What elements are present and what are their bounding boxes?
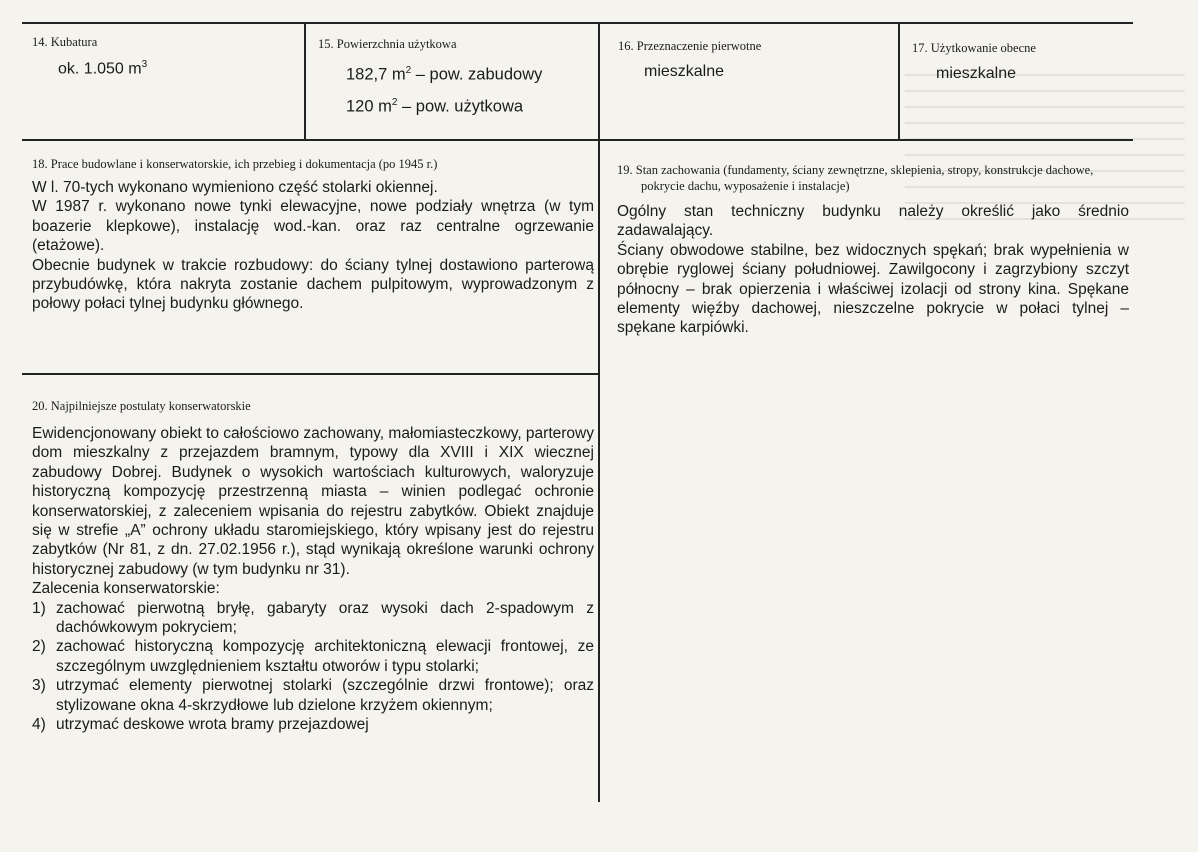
field-16-label: 16. Przeznaczenie pierwotne xyxy=(618,39,762,53)
field-17-label: 17. Użytkowanie obecne xyxy=(912,41,1036,55)
divider-center xyxy=(598,22,600,802)
field-20-intro: Ewidencjonowany obiekt to całościowo zachowany, małomiasteczkowy, parterowy dom mieszkalny z przejazdem bramnym, typowy dla XVIII i XIX wiecznej zabudowy Dobrej. Budynek o wysokich wartościach kulturowych, waloryzuje historyczną kompozycję przestrzenną miasta – winien podlegać ochronie konserwatorskiej, z zaleceniem wpisania do rejestru zabytków. Obiekt znajduje się w strefie „A” ochrony układu staromiejskiego, który wpisany jest do rejestru zabytków (Nr 81, z dn. 27.02.1956 r.), stąd wynikają określone warunki ochrony historycznej zabudowy (w tym budynku nr 31). xyxy=(32,425,594,578)
row2-bottom-border xyxy=(22,373,598,375)
field-18-text xyxy=(32,178,594,314)
field-14-label: 14. Kubatura xyxy=(32,35,98,49)
field-14-value: ok. 1.050 $m^3$ xyxy=(58,59,148,78)
field-17-value: mieszkalne xyxy=(936,65,1017,82)
recommendations-list xyxy=(32,599,594,735)
field-18-paragraph: Obecnie budynek w trakcie rozbudowy: do ściany tylnej dostawiono parterową przybudówkę, która nakryta zostanie dachem pulpitowym, wyprowadzonym z połowy połaci tylnej budynku głównego. xyxy=(32,256,594,313)
field-20-label: 20. Najpilniejsze postulaty konserwatorskie xyxy=(32,399,251,413)
divider-16-17 xyxy=(898,22,900,140)
recommendation-item: 2) zachować historyczną kompozycję architektoniczną elewacji frontowej, ze szczególnym uwzględnieniem kształtu otworów i typu stolarki; xyxy=(32,638,594,675)
field-19-label: 19. Stan zachowania (fundamenty, ściany zewnętrzne, sklepienia, stropy, konstrukcje dachowe, pokrycie dachu, wyposażenie i instalacje) xyxy=(617,163,1094,193)
field-19-paragraph: Ściany obwodowe stabilne, bez widocznych spękań; brak wypełnienia w obrębie ryglowej ściany południowej. Zawilgocony i zagrzybiony szczyt północny – brak opierzenia i właściwej izolacji od strony kina. Spękane elementy więźby dachowej, nieszczelne pokrycie w połaci tylnej – spękane karpiówki. xyxy=(617,241,1129,337)
divider-14-15 xyxy=(304,22,306,140)
recommendation-item: 3) utrzymać elementy pierwotnej stolarki (szczególnie drzwi frontowe); oraz stylizowane okna 4-skrzydłowe lub dzielone krzyżem okiennym; xyxy=(32,677,594,714)
field-18-paragraph: W l. 70-tych wykonano wymieniono część stolarki okiennej. xyxy=(32,179,438,196)
row1-bottom-border xyxy=(22,139,1133,141)
field-15-value-uzytkowa: 120 $m^2$ – pow. użytkowa xyxy=(346,96,524,115)
top-border xyxy=(22,22,1133,24)
field-18-paragraph: W 1987 r. wykonano nowe tynki elewacyjne, nowe podziały wnętrza (w tym boazerie klepkowe), instalację wod.-kan. oraz raz centralne ogrzewanie (etażowe). xyxy=(32,198,594,255)
field-19-paragraph: Ogólny stan techniczny budynku należy określić jako średnio zadawalający. xyxy=(617,203,1129,240)
field-15-powierzchnia xyxy=(318,36,593,117)
field-18-prace xyxy=(32,156,594,314)
field-17-uzytkowanie xyxy=(912,40,1132,86)
field-20-recommendations-heading: Zalecenia konserwatorskie: xyxy=(32,580,220,598)
field-20-text xyxy=(32,424,594,735)
recommendation-item: 4) utrzymać deskowe wrota bramy przejazdowej xyxy=(32,716,369,734)
field-14-kubatura xyxy=(32,34,297,81)
field-20-postulaty xyxy=(32,398,594,735)
field-18-label: 18. Prace budowlane i konserwatorskie, ich przebieg i dokumentacja (po 1945 r.) xyxy=(32,157,438,171)
field-15-label: 15. Powierzchnia użytkowa xyxy=(318,37,457,51)
field-15-value-zabudowy: 182,7 $m^2$ – pow. zabudowy xyxy=(346,65,543,84)
field-16-przeznaczenie xyxy=(618,38,893,84)
field-19-stan-zachowania xyxy=(617,162,1129,338)
field-16-value: mieszkalne xyxy=(644,63,725,80)
recommendation-item: 1) zachować pierwotną bryłę, gabaryty oraz wysoki dach 2-spadowym z dachówkowym pokryciem; xyxy=(32,599,594,637)
field-19-text xyxy=(617,202,1129,338)
